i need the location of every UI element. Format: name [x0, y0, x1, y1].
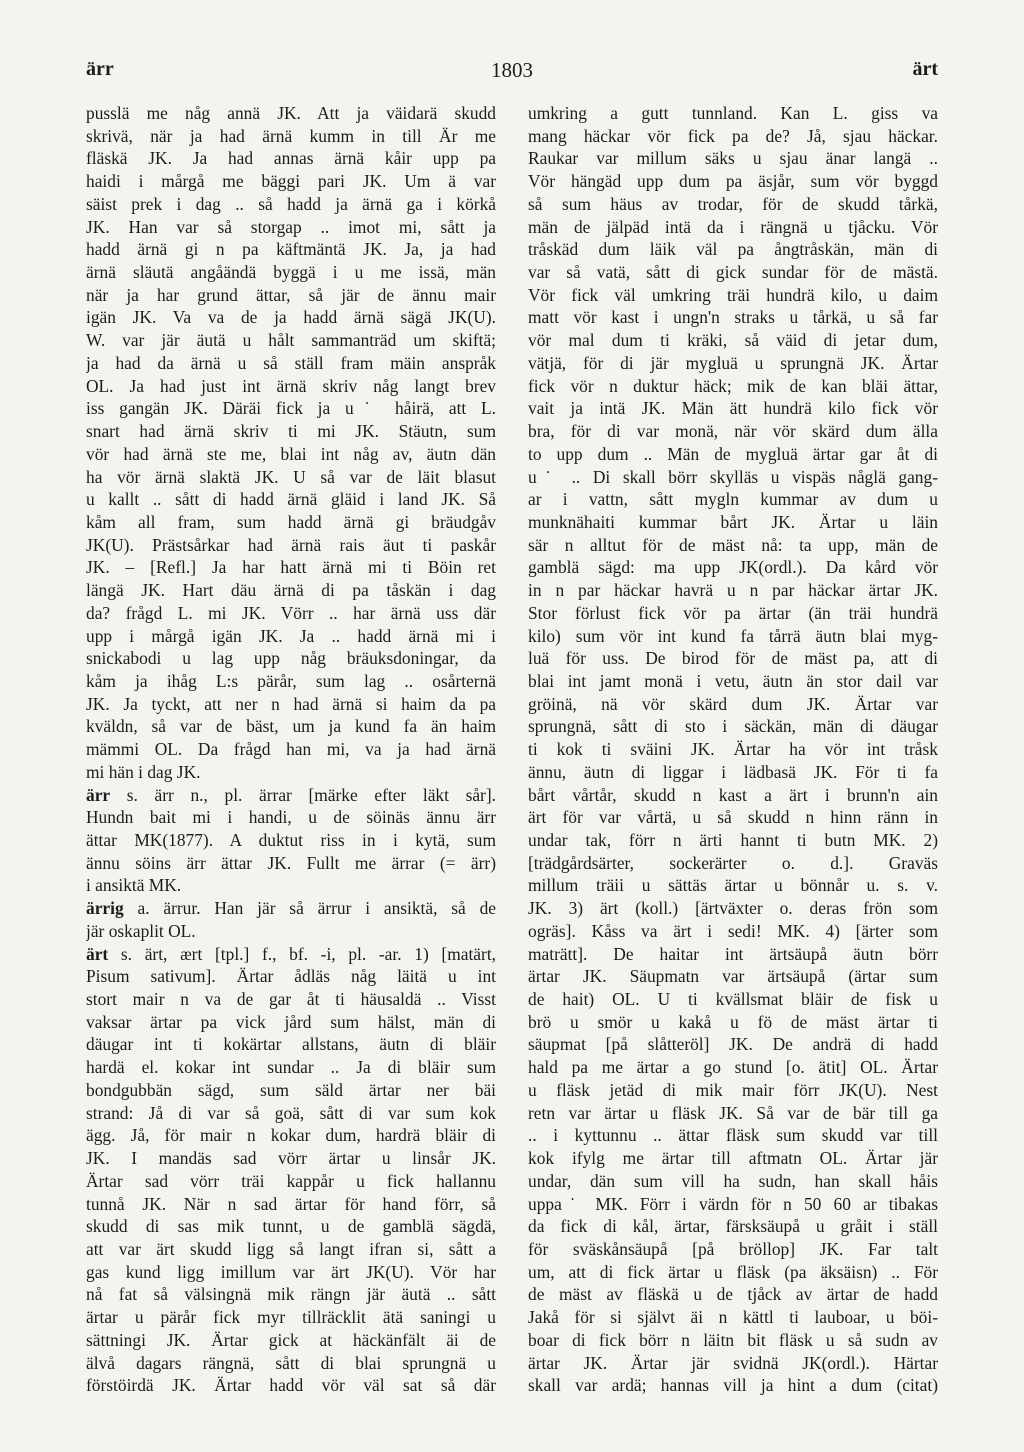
text-line	[86, 375, 496, 398]
line-text: ärtar u pärår fick myr tillräcklit ätä saningi u	[86, 1307, 496, 1328]
line-text: haidi i mårgå me bäggi pari JK. Um ä var	[86, 171, 496, 192]
line-text: JK. 3) ärt (koll.) [ärtväxter o. deras frön som	[528, 898, 938, 919]
text-line	[86, 1374, 496, 1397]
entry-headword: ärr	[86, 784, 111, 805]
text-line	[528, 943, 938, 966]
line-text: ägg. Jå, för mair n kokar dum, hardrä bläir di	[86, 1125, 496, 1146]
line-text: Jakå för si självt äi n kättl ti lauboar, u böi-	[528, 1307, 938, 1328]
text-line	[528, 1193, 938, 1216]
text-line	[86, 784, 496, 807]
text-line	[528, 1124, 938, 1147]
line-text: för sväskånsäupå [på bröllop] JK. Far talt	[528, 1238, 938, 1259]
text-line	[86, 761, 496, 784]
line-text: ättar MK(1877). A duktut riss in i kytä, sum	[86, 830, 496, 850]
line-text: stort mair n va de gar åt ti häusaldä .. Visst	[86, 989, 496, 1010]
text-line	[528, 920, 938, 943]
line-text: JK(U). Prästsårkar had ärnä rais äut ti paskår	[86, 534, 496, 555]
entry-headword: ärrig	[86, 898, 124, 919]
text-line	[86, 1193, 496, 1216]
text-line	[86, 670, 496, 693]
line-text: undar tak, förr n ärti hannt ti butn MK. 2)	[528, 830, 938, 850]
line-text: tunnå JK. När n sad ärtar för hand förr, så	[86, 1193, 496, 1214]
line-text: de hait) OL. U ti kvällsmat bläir de fisk u	[528, 989, 938, 1010]
line-text: kåm all fram, sum hadd ärnä gi bräudgåv	[86, 511, 496, 532]
line-text: maträtt]. De haitar int ärtsäupå äutn börr	[528, 943, 938, 964]
text-line	[86, 147, 496, 170]
text-line	[528, 602, 938, 625]
page-header	[86, 58, 938, 88]
line-text: jär oskaplit OL.	[86, 920, 196, 941]
line-text: Vör hängäd upp dum pa äsjår, sum vör byggd	[528, 171, 938, 192]
text-line	[86, 1170, 496, 1193]
line-text: luä för uss. De birod för de mäst pa, att di	[528, 648, 938, 669]
line-text: skall var ardä; hannas vill ja hint a dum (citat)	[528, 1375, 938, 1396]
right-running-headword: ärt	[912, 58, 938, 80]
text-line	[528, 261, 938, 284]
line-text: brö u smör u kakå u fö de mäst ärtar ti	[528, 1011, 938, 1032]
line-text: tråskäd dum läik väl pa ångtråskän, män di	[528, 239, 938, 260]
text-line	[528, 420, 938, 443]
text-line	[86, 1079, 496, 1102]
text-line	[528, 1147, 938, 1170]
line-text: kok ifylg me ärtar till aftmatn OL. Ärtar jär	[528, 1148, 938, 1169]
text-line	[528, 988, 938, 1011]
text-line	[528, 738, 938, 761]
page-number: 1803	[491, 58, 533, 82]
text-line	[528, 284, 938, 307]
line-text: umkring a gutt tunnland. Kan L. giss va	[528, 103, 938, 123]
text-line	[86, 1329, 496, 1352]
text-line	[528, 1170, 938, 1193]
text-line	[528, 238, 938, 261]
text-line	[528, 397, 938, 420]
line-text: gas kund ligg imillum var ärt JK(U). Vör har	[86, 1261, 496, 1282]
text-line	[86, 397, 496, 420]
line-text: män de jälpäd intä da i rängnä u tjåcku. Vör	[528, 216, 938, 237]
text-line	[86, 1033, 496, 1056]
line-text: gamblä sägd: ma upp JK(ordl.). Da kård vör	[528, 557, 938, 578]
text-line	[86, 738, 496, 761]
text-line	[528, 556, 938, 579]
text-line	[86, 897, 496, 920]
left-column	[86, 102, 496, 1397]
text-line	[528, 352, 938, 375]
text-line	[86, 1238, 496, 1261]
text-line	[86, 1011, 496, 1034]
text-line	[528, 1102, 938, 1125]
text-line	[528, 329, 938, 352]
line-text: u kallt .. sått di hadd ärnä gläid i land JK. Så	[86, 489, 496, 510]
line-text: hardä el. kokar int sundar .. Ja di bläir sum	[86, 1057, 496, 1078]
text-line	[86, 102, 496, 125]
line-text: så sum häus av trodar, för de skudd tårkä,	[528, 193, 938, 214]
line-text: skrivä, när ja had ärnä kumm in till Är me	[86, 125, 496, 146]
text-line	[528, 670, 938, 693]
line-text: OL. Ja had just int ärnä skriv någ langt brev	[86, 375, 496, 396]
text-line	[528, 102, 938, 125]
line-text: Hundn bait mi i handi, u de söinäs ännu ärr	[86, 807, 496, 828]
text-line	[86, 306, 496, 329]
line-text: de mäst av fläskä u de tjåck av ärtar de hadd	[528, 1284, 938, 1305]
line-text: mang häckar vör fick pa de? Jå, sjau häckar.	[528, 125, 938, 146]
text-line	[528, 193, 938, 216]
line-text: vait ja intä JK. Män ätt hundrä kilo fick vör	[528, 398, 938, 419]
left-running-headword: ärr	[86, 58, 114, 80]
line-text: u˙ .. Di skall börr skylläs u vispäs någlä gang-	[528, 466, 938, 487]
line-text: snickabodi u lag upp någ bräuksdoningar, da	[86, 648, 496, 669]
line-text: skudd di sas mik tunnt, u de gamblä sägdä,	[86, 1216, 496, 1237]
text-line	[528, 488, 938, 511]
line-text: däugar int ti kokärtar allstans, äutn di bläir	[86, 1034, 496, 1055]
line-text: Stor förlust fick vör pa ärtar (än träi hundrä	[528, 602, 938, 623]
line-text: pusslä me någ annä JK. Att ja väidarä skudd	[86, 103, 496, 123]
line-text: .. i kyttunnu .. ättar fläsk sum skudd var till	[528, 1125, 938, 1146]
text-line	[86, 829, 496, 852]
text-line	[86, 238, 496, 261]
text-line	[86, 579, 496, 602]
line-text: bårt vårtår, skudd n kast a ärt i brunn'n ain	[528, 784, 938, 805]
line-text: igän JK. Va va de ja hadd ärnä sägä JK(U).	[86, 307, 496, 328]
line-text: älvå dagars rängnä, sått di blai sprungnä u	[86, 1352, 496, 1373]
line-text: vätjä, för di jär mygluä u sprungnä JK. Ärtar	[528, 352, 938, 373]
text-line	[528, 216, 938, 239]
line-text: W. var jär äutä u hålt sammanträd um skiftä;	[86, 330, 496, 351]
line-text: bra, för di var monä, när vör skärd dum älla	[528, 421, 938, 442]
line-text: da? frågd L. mi JK. Vörr .. har ärnä uss där	[86, 602, 496, 623]
text-line	[528, 147, 938, 170]
line-text: a. ärrur. Han jär så ärrur i ansiktä, så de	[123, 898, 496, 919]
line-text: s. ärr n., pl. ärrar [märke efter läkt sår].	[110, 784, 496, 805]
line-text: ännu, äutn di liggar i lädbasä JK. För ti fa	[528, 761, 938, 782]
line-text: säupmat [på slåtteröl] JK. De andrä di hadd	[528, 1034, 938, 1055]
text-line	[528, 443, 938, 466]
text-line	[528, 1215, 938, 1238]
line-text: sär n alltut för de mäst nå: ta upp, män de	[528, 534, 938, 555]
text-line	[528, 579, 938, 602]
text-line	[86, 216, 496, 239]
line-text: ärnä släutä angåändä byggä i u me issä, män	[86, 262, 496, 283]
text-line	[528, 170, 938, 193]
line-text: Vör fick väl umkring träi hundrä kilo, u daim	[528, 284, 938, 305]
text-line	[528, 1374, 938, 1397]
text-line	[86, 874, 496, 897]
line-text: gröinä, nä vör skärd dum JK. Ärtar var	[528, 693, 938, 714]
line-text: mi hän i dag JK.	[86, 761, 201, 782]
text-line	[528, 647, 938, 670]
line-text: ärtar JK. Säupmatn var ärtsäupå (ärtar sum	[528, 966, 938, 987]
text-line	[86, 1283, 496, 1306]
line-text: hadd ärnä gi n pa käftmäntä JK. Ja, ja had	[86, 239, 496, 260]
text-line	[86, 125, 496, 148]
line-text: fläskä JK. Ja had annas ärnä kåir upp pa	[86, 148, 496, 169]
text-line	[528, 965, 938, 988]
line-text: retn var ärtar u fläsk JK. Så var de bär till ga	[528, 1102, 938, 1123]
line-text: när ja har grund ättar, så jär de ännu mair	[86, 284, 496, 305]
line-text: ha vör ärnä slaktä JK. U så var de läit blasut	[86, 466, 496, 487]
line-text: vör had ärnä ste me, blai int någ av, äutn dän	[86, 443, 496, 464]
line-text: uppa˙ MK. Förr i värdn för n 50 60 ar tibakas	[528, 1193, 938, 1214]
text-line	[86, 261, 496, 284]
text-line	[528, 693, 938, 716]
line-text: in n par häckar havrä u n par häckar ärtar JK.	[528, 580, 938, 601]
text-line	[528, 1056, 938, 1079]
line-text: säist prek i dag .. så hadd ja ärnä ga i körkå	[86, 193, 496, 214]
line-text: hald pa me ärtar a go stund [o. ätit] OL. Ärtar	[528, 1057, 938, 1078]
text-line	[86, 329, 496, 352]
line-text: u fläsk jetäd di mik mair förr JK(U). Nest	[528, 1079, 938, 1100]
entry-headword: ärt	[86, 943, 109, 964]
line-text: ja had da ärnä u så ställ fram mäin anspråk	[86, 352, 496, 373]
text-line	[86, 1352, 496, 1375]
line-text: sättningi JK. Ärtar gick at häckänfält äi de	[86, 1329, 496, 1350]
line-text: snart had ärnä skriv ti mi JK. Stäutn, sum	[86, 421, 496, 442]
text-line	[86, 193, 496, 216]
text-line	[86, 466, 496, 489]
text-line	[528, 1238, 938, 1261]
text-line	[86, 852, 496, 875]
line-text: Pisum sativum]. Ärtar ådläs någ läitä u int	[86, 966, 496, 987]
text-line	[528, 897, 938, 920]
line-text: JK. I mandäs sad vörr ärtar u linsår JK.	[86, 1148, 496, 1169]
text-line	[86, 1056, 496, 1079]
text-line	[86, 693, 496, 716]
text-line	[86, 806, 496, 829]
line-text: ogräs]. Kåss va ärt i sedi! MK. 4) [ärter som	[528, 920, 938, 941]
text-line	[86, 602, 496, 625]
text-line	[86, 420, 496, 443]
text-line	[528, 1306, 938, 1329]
line-text: boar di fick börr n läitn bit fläsk u så sudn av	[528, 1329, 938, 1350]
line-text: att var ärt skudd ligg så langt ifran si, sått a	[86, 1238, 496, 1259]
line-text: millum träii u sättäs ärtar u bönnår u. s. v.	[528, 875, 938, 896]
text-line	[528, 1079, 938, 1102]
text-line	[86, 443, 496, 466]
line-text: vaksar ärtar pa vick jård sum hälst, män di	[86, 1011, 496, 1032]
text-line	[86, 715, 496, 738]
line-text: ärt för var vårtä, u så skudd n hinn ränn in	[528, 807, 938, 828]
line-text: ar i vattn, sått mygln kummar av dum u	[528, 489, 938, 510]
text-line	[528, 829, 938, 852]
text-line	[86, 1124, 496, 1147]
line-text: ärtar JK. Ärtar jär svidnä JK(ordl.). Härtar	[528, 1352, 938, 1373]
line-text: da fick di kål, ärtar, färsksäupå u gråit i ställ	[528, 1216, 938, 1237]
line-text: Raukar var millum säks u sjau änar langä ..	[528, 148, 938, 169]
text-line	[86, 352, 496, 375]
line-text: blai int jamt monä i vetu, äutn än stor dail var	[528, 670, 938, 691]
line-text: ännu söins ärr ättar JK. Fullt me ärrar (= ärr)	[86, 852, 496, 873]
line-text: förstöirdä JK. Ärtar hadd vör väl sat så där	[86, 1375, 496, 1396]
text-line	[528, 1352, 938, 1375]
text-line	[528, 1329, 938, 1352]
line-text: längä JK. Hart däu ärnä di pa tåskän i dag	[86, 580, 496, 601]
line-text: vör mal dum ti kräki, så väid di jetar dum,	[528, 330, 938, 351]
text-line	[528, 784, 938, 807]
text-line	[86, 647, 496, 670]
line-text: kväldn, så var de bäst, um ja kund fa än haim	[86, 716, 496, 737]
text-line	[86, 534, 496, 557]
text-line	[528, 125, 938, 148]
text-line	[86, 1102, 496, 1125]
text-line	[86, 625, 496, 648]
line-text: kåm ja ihåg L:s pärår, sum lag .. osårternä	[86, 670, 496, 691]
line-text: bondgubbän sägd, sum säld ärtar ner bäi	[86, 1079, 496, 1100]
line-text: munknähaiti kummar bårt JK. Ärtar u läin	[528, 511, 938, 532]
line-text: kilo) sum vör int kund fa tårrä äutn blai myg-	[528, 625, 938, 646]
text-line	[528, 874, 938, 897]
line-text: [trädgårdsärter, sockerärter o. d.]. Graväs	[528, 852, 938, 873]
line-text: Ärtar sad vörr träi kappår u fick hallannu	[86, 1170, 496, 1191]
text-line	[86, 170, 496, 193]
line-text: strand: Jå di var så goä, sått di var sum kok	[86, 1102, 496, 1123]
line-text: matt vör kast i ungn'n straks u tårkä, u så far	[528, 307, 938, 328]
line-text: um, att di fick ärtar u fläsk (pa äksäisn) .. För	[528, 1261, 938, 1282]
text-line	[528, 1011, 938, 1034]
text-line	[528, 306, 938, 329]
text-line	[86, 511, 496, 534]
line-text: to upp dum .. Män de mygluä ärtar gar åt di	[528, 443, 938, 464]
text-line	[86, 988, 496, 1011]
text-line	[528, 375, 938, 398]
line-text: JK. – [Refl.] Ja har hatt ärnä mi ti Böin ret	[86, 557, 496, 578]
line-text: var så vatä, sått di gick sundar för de mästä.	[528, 262, 938, 283]
text-line	[528, 1033, 938, 1056]
line-text: iss gangän JK. Däräi fick ja u˙ håirä, att L.	[86, 398, 496, 419]
text-line	[86, 920, 496, 943]
text-line	[528, 1261, 938, 1284]
text-line	[86, 1261, 496, 1284]
text-line	[86, 1306, 496, 1329]
text-line	[86, 1147, 496, 1170]
text-line	[86, 284, 496, 307]
text-line	[528, 852, 938, 875]
line-text: s. ärt, ært [tpl.] f., bf. -i, pl. -ar. 1) [matärt,	[108, 943, 496, 964]
text-line	[86, 943, 496, 966]
text-line	[528, 625, 938, 648]
line-text: upp i mårgå igän JK. Ja .. hadd ärnä mi i	[86, 625, 496, 646]
line-text: nå fat så välsingnä mik rängn jär äutä .. sått	[86, 1284, 496, 1305]
line-text: undar, dän sum vill ha sudn, han skall håis	[528, 1170, 938, 1191]
text-line	[528, 715, 938, 738]
line-text: fick vör n duktur häck; mik de kan bläi ättar,	[528, 375, 938, 396]
line-text: ti kok ti sväini JK. Ärtar ha vör int tråsk	[528, 739, 938, 760]
text-line	[528, 511, 938, 534]
text-line	[528, 806, 938, 829]
line-text: i ansiktä MK.	[86, 875, 182, 896]
text-line	[86, 965, 496, 988]
text-line	[528, 534, 938, 557]
line-text: mämmi OL. Da frågd han mi, va ja had ärnä	[86, 739, 496, 760]
text-line	[86, 1215, 496, 1238]
line-text: JK. Ja tyckt, att ner n had ärnä si haim da pa	[86, 693, 496, 714]
right-column	[528, 102, 938, 1397]
text-line	[86, 488, 496, 511]
line-text: sprungnä, sått di sto i säckän, män di däugar	[528, 716, 938, 737]
text-line	[86, 556, 496, 579]
line-text: JK. Han var så storgap .. imot mi, sått ja	[86, 216, 496, 237]
text-line	[528, 761, 938, 784]
text-line	[528, 466, 938, 489]
text-line	[528, 1283, 938, 1306]
